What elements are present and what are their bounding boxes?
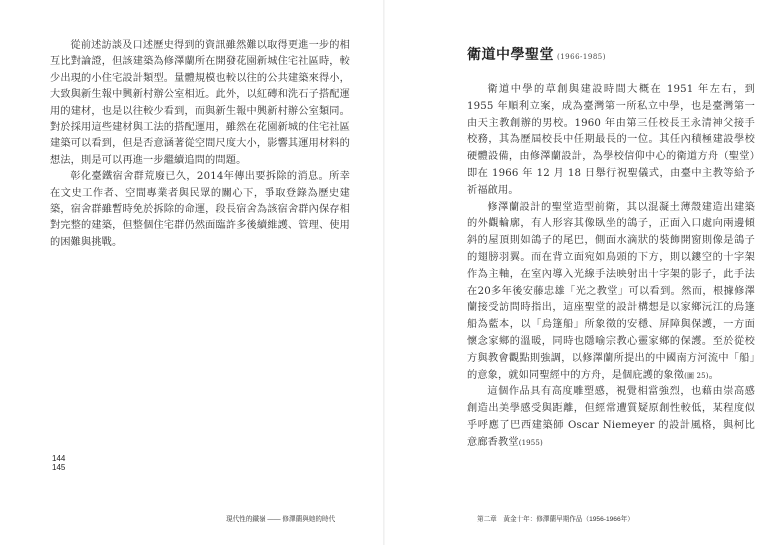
section-years: (1966-1985) bbox=[557, 53, 606, 61]
right-paragraph-2-end: 。 bbox=[708, 369, 719, 381]
section-heading bbox=[467, 44, 606, 64]
year-reference: (1955) bbox=[518, 438, 543, 447]
page-numbers bbox=[52, 454, 65, 472]
right-paragraph-1: 衛道中學的草創與建設時間大概在 1951 年左右，到 1955 年順利立案，成為臺灣第一所私立中學，也是臺灣第一由天主教創辦的男校。1960 年由第三任校長王永清神父接手校務，其為歷屆校長中任期最長的一位。其任內積極建設學校硬體設備，由修澤蘭設計，為學校信仰中心的衛道方舟（聖堂）即在 1966 年 12 月 18 日舉行祝聖儀式，由臺中主教等給予祈福啟用。 bbox=[467, 84, 755, 196]
left-paragraph-2: 彰化臺鐵宿舍群荒廢已久，2014年傳出要拆除的消息。所幸在文史工作者、空間專業者與民眾的關心下，爭取登錄為歷史建築，宿舍群雖暫時免於拆除的命運，段長宿舍為該宿舍群內保存相對完整的建築，但整個住宅群仍然面臨許多後續維護、管理、使用的困難與挑戰。 bbox=[50, 171, 350, 248]
page-number-145: 145 bbox=[52, 463, 66, 472]
section-title: 衛道中學聖堂 bbox=[467, 47, 554, 63]
right-page bbox=[385, 0, 768, 545]
right-paragraph-3 bbox=[467, 384, 755, 451]
page-number-144: 144 bbox=[52, 454, 66, 463]
figure-reference: (圖 25) bbox=[684, 371, 709, 380]
right-paragraph-3-text: 這個作品具有高度雕塑感，視覺相當強烈，也藉由崇高感創造出美學感受與距離，但經常遭質疑原創性較低，某程度似乎呼應了巴西建築師 Oscar Niemeyer 的設計風格，與柯比意廊香教堂 bbox=[467, 386, 755, 448]
right-paragraph-2 bbox=[467, 200, 755, 385]
right-paragraph-2-text: 修澤蘭設計的聖堂造型前衛，其以混凝土薄殼建造出建築的外觀輪廓，有人形容其像臥坐的鴿子，正面入口處向兩邊傾斜的屋頂則如鴿子的尾巴，側面水滴狀的裝飾開窗則像是鴿子的翅膀羽翼。而在背立面宛如鳥頭的下方，則以鏤空的十字架作為主軸，在室內導入光線手法映射出十字架的影子，此手法在20多年後安藤忠雄「光之教堂」可以看到。然而，根據修澤蘭接受訪問時指出，這座聖堂的設計構想是以家鄉沅江的烏篷船為藍本，以「烏篷船」所象徵的安穩、屏障與保護，一方面懷念家鄉的溫暖，同時也隱喻宗教心靈家鄉的保護。至於從校方與教會觀點則強調，以修澤蘭所提出的中國南方河流中「船」的意象，就如同聖經中的方舟，是個庇護的象徵 bbox=[467, 201, 755, 381]
running-footer-book-title: 現代性的鐵嶺 —— 修澤蘭與她的時代 bbox=[226, 516, 336, 523]
left-paragraph-1: 從前述訪談及口述歷史得到的資訊雖然難以取得更進一步的相互比對論證，但該建築為修澤蘭所在開發花園新城住宅社區時，較少出現的小住宅設計類型。量體規模也較以往的公共建築來得小，大致與新生報中興新村辦公室相近。此外，以紅磚和洗石子搭配運用的建材，也是以往較少看到，而與新生報中興新村辦公室類同。對於採用這些建材與工法的搭配運用，雖然在花園新城的住宅社區建築可以看到，但是否意涵著從空間尺度大小，影響其運用材料的想法，則是可以再進一步繼續追問的問題。 bbox=[50, 40, 350, 166]
running-footer-chapter: 第二章 黃金十年：修澤蘭早期作品（1956-1966年） bbox=[477, 516, 634, 523]
left-page bbox=[0, 0, 383, 545]
right-body-text bbox=[467, 82, 755, 452]
left-body-text bbox=[50, 38, 350, 251]
